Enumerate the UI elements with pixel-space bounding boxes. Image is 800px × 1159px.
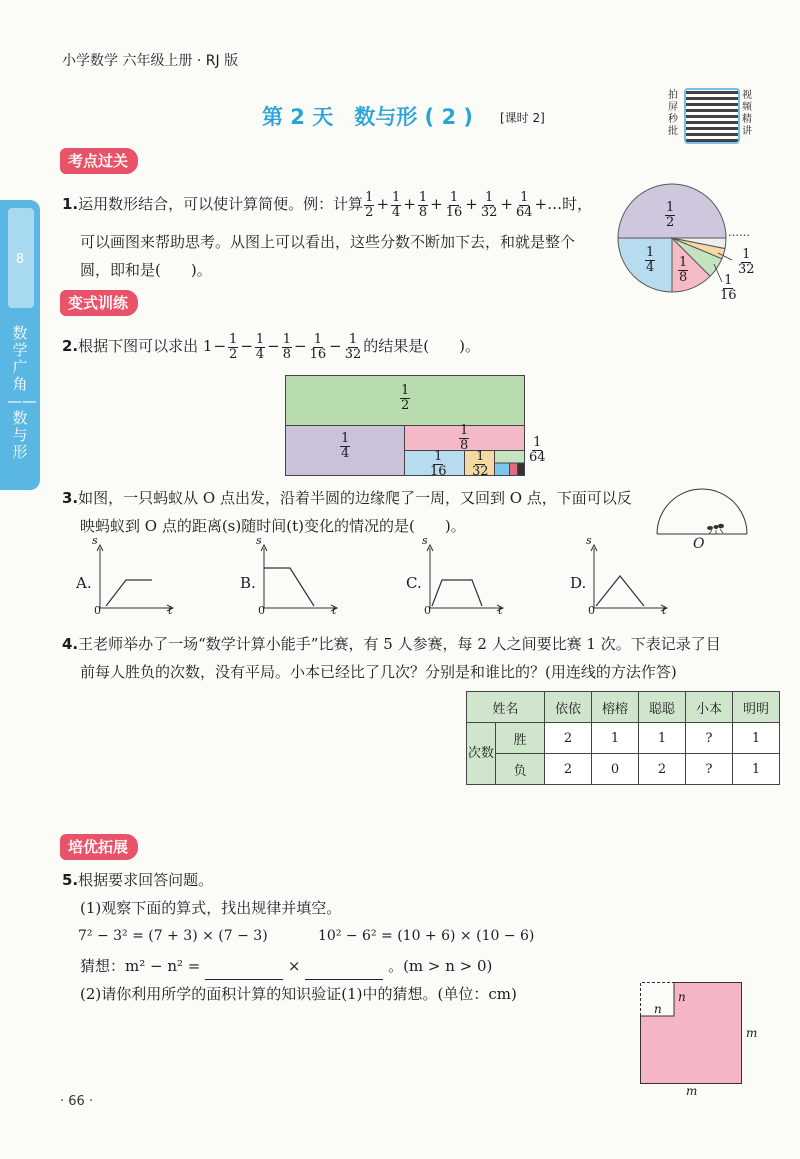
q1-line2: 可以画图来帮助思考。从图上可以看出，这些分数不断加下去，和就是整个 — [80, 233, 576, 251]
operator: + — [500, 195, 513, 213]
q2-lead: 根据下图可以求出 1 — [78, 337, 213, 355]
rect-label-half: $\frac{1}{2}$ — [401, 383, 410, 413]
operator: − — [329, 337, 342, 355]
table-cell: ? — [686, 723, 733, 754]
rect-sixtyfourth — [495, 451, 525, 464]
qr-right-label: 视频精讲 — [742, 90, 752, 137]
q5-sub1: (1)观察下面的算式，找出规律并填空。 — [80, 899, 342, 917]
rect-rest-a — [495, 463, 510, 476]
table-row-group: 次数 — [467, 723, 496, 785]
table-cell: 1 — [733, 723, 780, 754]
lesson-tag: [课时 2] — [500, 111, 545, 125]
table-row-label: 胜 — [496, 723, 545, 754]
table-cell: 2 — [639, 754, 686, 785]
q4-line1 — [62, 630, 721, 658]
q2-fraction: $\frac{1}{32}$ — [344, 331, 362, 362]
operator: − — [267, 337, 280, 355]
q5-number: 5. — [62, 871, 79, 889]
operator: − — [294, 337, 307, 355]
table-row — [467, 754, 780, 785]
table-cell: 2 — [545, 754, 592, 785]
table-cell: 1 — [639, 723, 686, 754]
q1-pie-diagram — [614, 182, 764, 302]
rect-label-sixtyfourth: $\frac{1}{64}$ — [529, 435, 546, 465]
q1-line3: 圆，即和是( )。 — [80, 261, 212, 279]
q5-line1 — [62, 866, 213, 894]
table-corner: 姓名 — [467, 692, 545, 723]
q1-number: 1. — [62, 195, 79, 213]
q1-fraction: $\frac{1}{8}$ — [418, 189, 428, 220]
q5-guess-tail: 。(m > n > 0) — [388, 957, 493, 975]
section-bianshi: 变式训练 — [60, 290, 138, 316]
q4-text1: 王老师举办了一场“数学计算小能手”比赛，有 5 人参赛，每 2 人之间要比赛 1 次。下表记录了目 — [78, 635, 721, 653]
operator: + — [376, 195, 390, 213]
table-cell: 2 — [545, 723, 592, 754]
label-n-bottom: n — [654, 1002, 662, 1016]
q1-tail: +…时， — [534, 195, 593, 213]
book-header: 小学数学 六年级上册 · RJ 版 — [62, 53, 239, 69]
q2-tail: 的结果是( )。 — [363, 337, 480, 355]
q3-text1: 如图，一只蚂蚁从 O 点出发，沿着半圆的边缘爬了一周，又回到 O 点，下面可以反 — [78, 489, 632, 507]
q2-fraction: $\frac{1}{4}$ — [255, 331, 265, 362]
q3-option-c[interactable]: C. s 0 t — [406, 534, 503, 617]
q4-line2: 前每人胜负的次数，没有平局。小本已经比了几次？分别是和谁比的？(用连线的方法作答) — [80, 663, 677, 681]
option-d-label: D. — [570, 574, 587, 592]
page-number: · 66 · — [60, 1094, 94, 1109]
pie-label-half: $\frac{1}{2}$ — [666, 200, 675, 230]
table-name: 聪聪 — [639, 692, 686, 723]
operator: − — [240, 337, 253, 355]
table-cell: ? — [686, 754, 733, 785]
q4-results-table — [466, 691, 780, 785]
qr-code-icon[interactable] — [684, 88, 740, 144]
q2-fraction: $\frac{1}{2}$ — [229, 331, 238, 362]
graph-c-line — [432, 580, 482, 606]
q3-line2: 映蚂蚁到 O 点的距离(s)随时间(t)变化的情况的是( )。 — [80, 517, 466, 535]
rect-label-sixteenth: $\frac{1}{16}$ — [430, 449, 447, 479]
page-title: 第 2 天 数与形 ( 2 ) — [262, 105, 473, 129]
q1-fraction: $\frac{1}{4}$ — [392, 189, 401, 220]
q3-point-o: O — [693, 536, 705, 552]
q1-fraction-sum — [363, 189, 534, 220]
qr-left-label: 拍屏秒批 — [668, 90, 678, 137]
q3-option-a[interactable]: A. s 0 t — [76, 534, 173, 617]
q1-fraction: $\frac{1}{2}$ — [365, 189, 374, 220]
graph-a-line — [106, 580, 152, 606]
q3-option-d[interactable]: D. s 0 t — [570, 534, 667, 617]
operator: + — [403, 195, 416, 213]
table-cell: 1 — [592, 723, 639, 754]
q1-line1 — [62, 190, 592, 220]
label-n-side: n — [678, 990, 686, 1004]
q2-fraction: $\frac{1}{16}$ — [309, 331, 327, 362]
rect-rest-b — [510, 463, 518, 476]
table-name: 榕榕 — [592, 692, 639, 723]
table-name: 小本 — [686, 692, 733, 723]
pie-label-sixteenth: $\frac{1}{16}$ — [720, 273, 737, 303]
q3-number: 3. — [62, 489, 79, 507]
rect-label-thirtysecond: $\frac{1}{32}$ — [472, 449, 489, 479]
qr-block — [668, 86, 758, 142]
table-name: 依依 — [545, 692, 592, 723]
option-a-label: A. — [76, 574, 92, 592]
q1-fraction: $\frac{1}{32}$ — [480, 189, 498, 220]
label-m-right: m — [746, 1026, 758, 1040]
graph-b-line — [264, 568, 314, 606]
ant-icon — [707, 524, 724, 534]
q1-fraction: $\frac{1}{16}$ — [445, 189, 463, 220]
q1-lead: 运用数形结合，可以使计算简便。例：计算 — [78, 195, 364, 213]
table-cell: 0 — [592, 754, 639, 785]
answer-blank-1[interactable] — [205, 963, 283, 980]
q3-line1 — [62, 484, 632, 512]
q3-option-b[interactable]: B. s 0 t — [240, 534, 337, 617]
section-kaodian: 考点过关 — [60, 148, 138, 174]
pie-label-eighth: $\frac{1}{8}$ — [679, 255, 688, 285]
table-header-row — [467, 692, 780, 723]
option-c-label: C. — [406, 574, 422, 592]
q2-number: 2. — [62, 337, 79, 355]
rect-rest-c — [518, 463, 525, 476]
label-m-bottom: m — [686, 1084, 698, 1098]
graph-d-line — [596, 576, 644, 606]
operator: − — [213, 337, 227, 355]
q2-fraction-diff — [212, 331, 363, 362]
q5-guess — [80, 952, 492, 980]
q4-number: 4. — [62, 635, 79, 653]
q1-fraction: $\frac{1}{64}$ — [515, 189, 533, 220]
rect-label-eighth: $\frac{1}{8}$ — [460, 423, 469, 453]
q5-sub2: (2)请你利用所学的面积计算的知识验证(1)中的猜想。(单位：cm) — [80, 985, 517, 1003]
table-row-label: 负 — [496, 754, 545, 785]
operator: + — [465, 195, 478, 213]
q2-fraction: $\frac{1}{8}$ — [282, 331, 292, 362]
square-shaded-region — [641, 983, 742, 1084]
sidebar-chapter-title: 数学广角——数与形 — [7, 324, 37, 461]
q5-square-diagram — [640, 982, 742, 1084]
operator: + — [430, 195, 443, 213]
answer-blank-2[interactable] — [305, 963, 383, 980]
q5-text1: 根据要求回答问题。 — [78, 871, 214, 889]
section-peiyou: 培优拓展 — [60, 834, 138, 860]
q5-guess-lead: 猜想：m² − n² = — [80, 957, 201, 975]
pie-label-thirtysecond: $\frac{1}{32}$ — [738, 247, 755, 277]
sidebar-tab-number: 8 — [15, 252, 25, 267]
rect-label-quarter: $\frac{1}{4}$ — [341, 431, 350, 461]
pie-label-quarter: $\frac{1}{4}$ — [646, 245, 655, 275]
q2-line1 — [62, 332, 480, 362]
q5-eq1: 7² − 3² = (7 + 3) × (7 − 3) — [78, 928, 268, 944]
table-row — [467, 723, 780, 754]
table-cell: 1 — [733, 754, 780, 785]
option-b-label: B. — [240, 574, 256, 592]
q5-eq2: 10² − 6² = (10 + 6) × (10 − 6) — [318, 928, 535, 944]
table-name: 明明 — [733, 692, 780, 723]
pie-dots: …… — [728, 226, 750, 239]
q5-times: × — [287, 957, 301, 975]
